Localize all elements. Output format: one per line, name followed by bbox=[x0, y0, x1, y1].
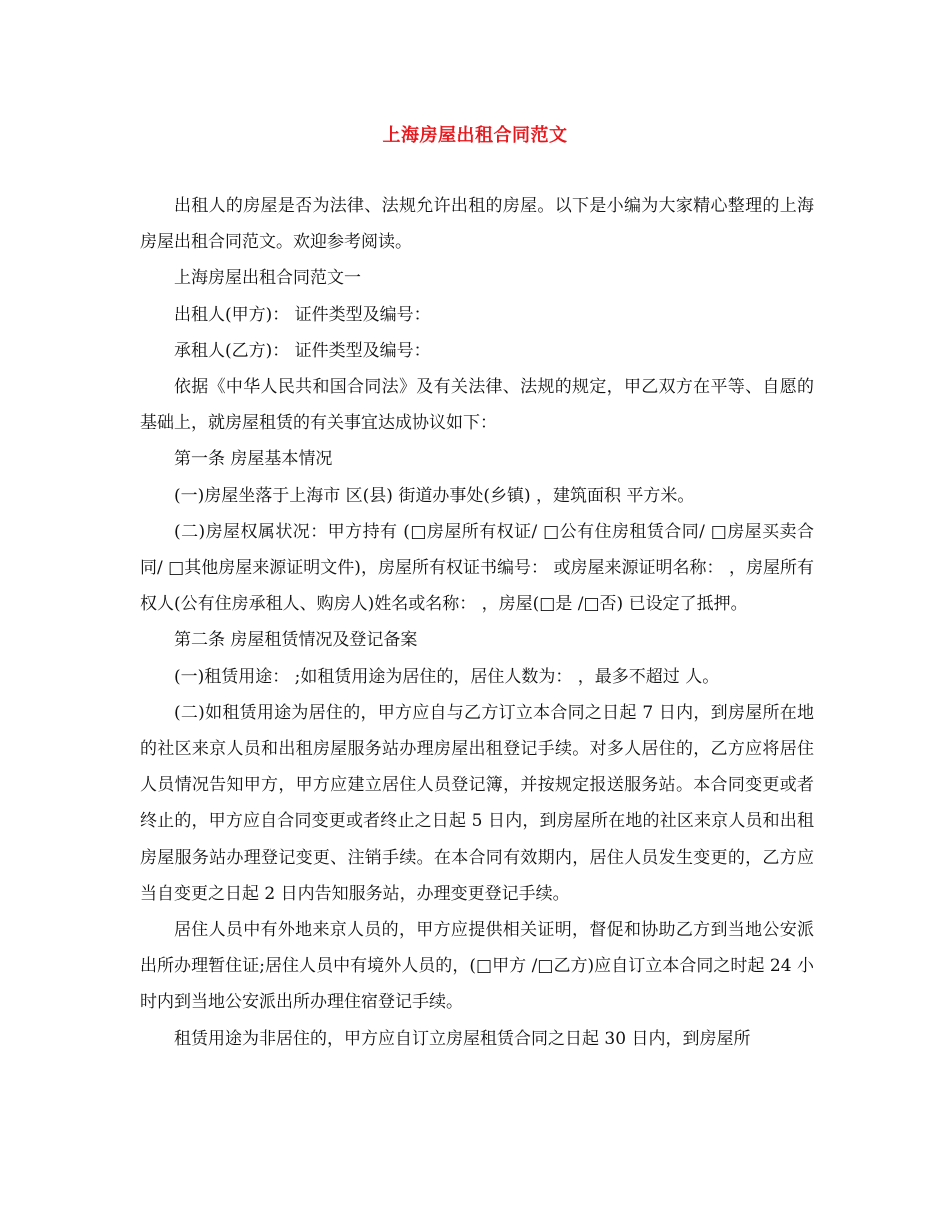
clause-paragraph: 居住人员中有外地来京人员的，甲方应提供相关证明，督促和协助乙方到当地公安派出所办理暂住证;居住人员中有境外人员的，(□甲方 /□乙方)应自订立本合同之时起 24 小时内到当地公安派出所办理住宿登记手续。 bbox=[140, 920, 814, 1013]
document-title: 上海房屋出租合同范文 bbox=[382, 125, 568, 146]
article-heading: 第二条 房屋租赁情况及登记备案 bbox=[174, 630, 418, 651]
clause-paragraph: (二)房屋权属状况：甲方持有 (□房屋所有权证/ □公有住房租赁合同/ □房屋买卖合同/ □其他房屋来源证明文件)，房屋所有权证书编号： 或房屋来源证明名称： ，房屋所有权人(公有住房承租人、购房人)姓名或名称： ，房屋(□是 /□否) 已设定了抵押。 bbox=[140, 521, 814, 615]
clause-paragraph: (二)如租赁用途为居住的，甲方应自与乙方订立本合同之日起 7 日内，到房屋所在地的社区来京人员和出租房屋服务站办理房屋出租登记手续。对多人居住的，乙方应将居住人员情况告知甲方，甲方应建立居住人员登记簿，并按规定报送服务站。本合同变更或者终止的，甲方应自合同变更或者终止之日起 5 日内，到房屋所在地的社区来京人员和出租房屋服务站办理登记变更、注销手续。在本合同有效期内，居住人员发生变更的，乙方应当自变更之日起 2 日内告知服务站，办理变更登记手续。 bbox=[140, 702, 814, 904]
intro-paragraph: 出租人的房屋是否为法律、法规允许出租的房屋。以下是小编为大家精心整理的上海房屋出租合同范文。欢迎参考阅读。 bbox=[140, 196, 814, 253]
clause-paragraph: (一)房屋坐落于上海市 区(县) 街道办事处(乡镇) ，建筑面积 平方米。 bbox=[174, 485, 695, 506]
lessor-line: 出租人(甲方)： 证件类型及编号： bbox=[174, 304, 431, 325]
clause-paragraph: 租赁用途为非居住的，甲方应自订立房屋租赁合同之日起 30 日内，到房屋所 bbox=[174, 1028, 751, 1049]
section-heading: 上海房屋出租合同范文一 bbox=[174, 268, 361, 289]
lessee-line: 承租人(乙方)： 证件类型及编号： bbox=[174, 340, 431, 361]
document-body bbox=[140, 188, 814, 1057]
legal-basis-paragraph: 依据《中华人民共和国合同法》及有关法律、法规的规定，甲乙双方在平等、自愿的基础上，就房屋租赁的有关事宜达成协议如下： bbox=[140, 377, 814, 434]
article-heading: 第一条 房屋基本情况 bbox=[174, 449, 333, 470]
clause-paragraph: (一)租赁用途： ;如租赁用途为居住的，居住人数为： ，最多不超过 人。 bbox=[174, 666, 720, 687]
